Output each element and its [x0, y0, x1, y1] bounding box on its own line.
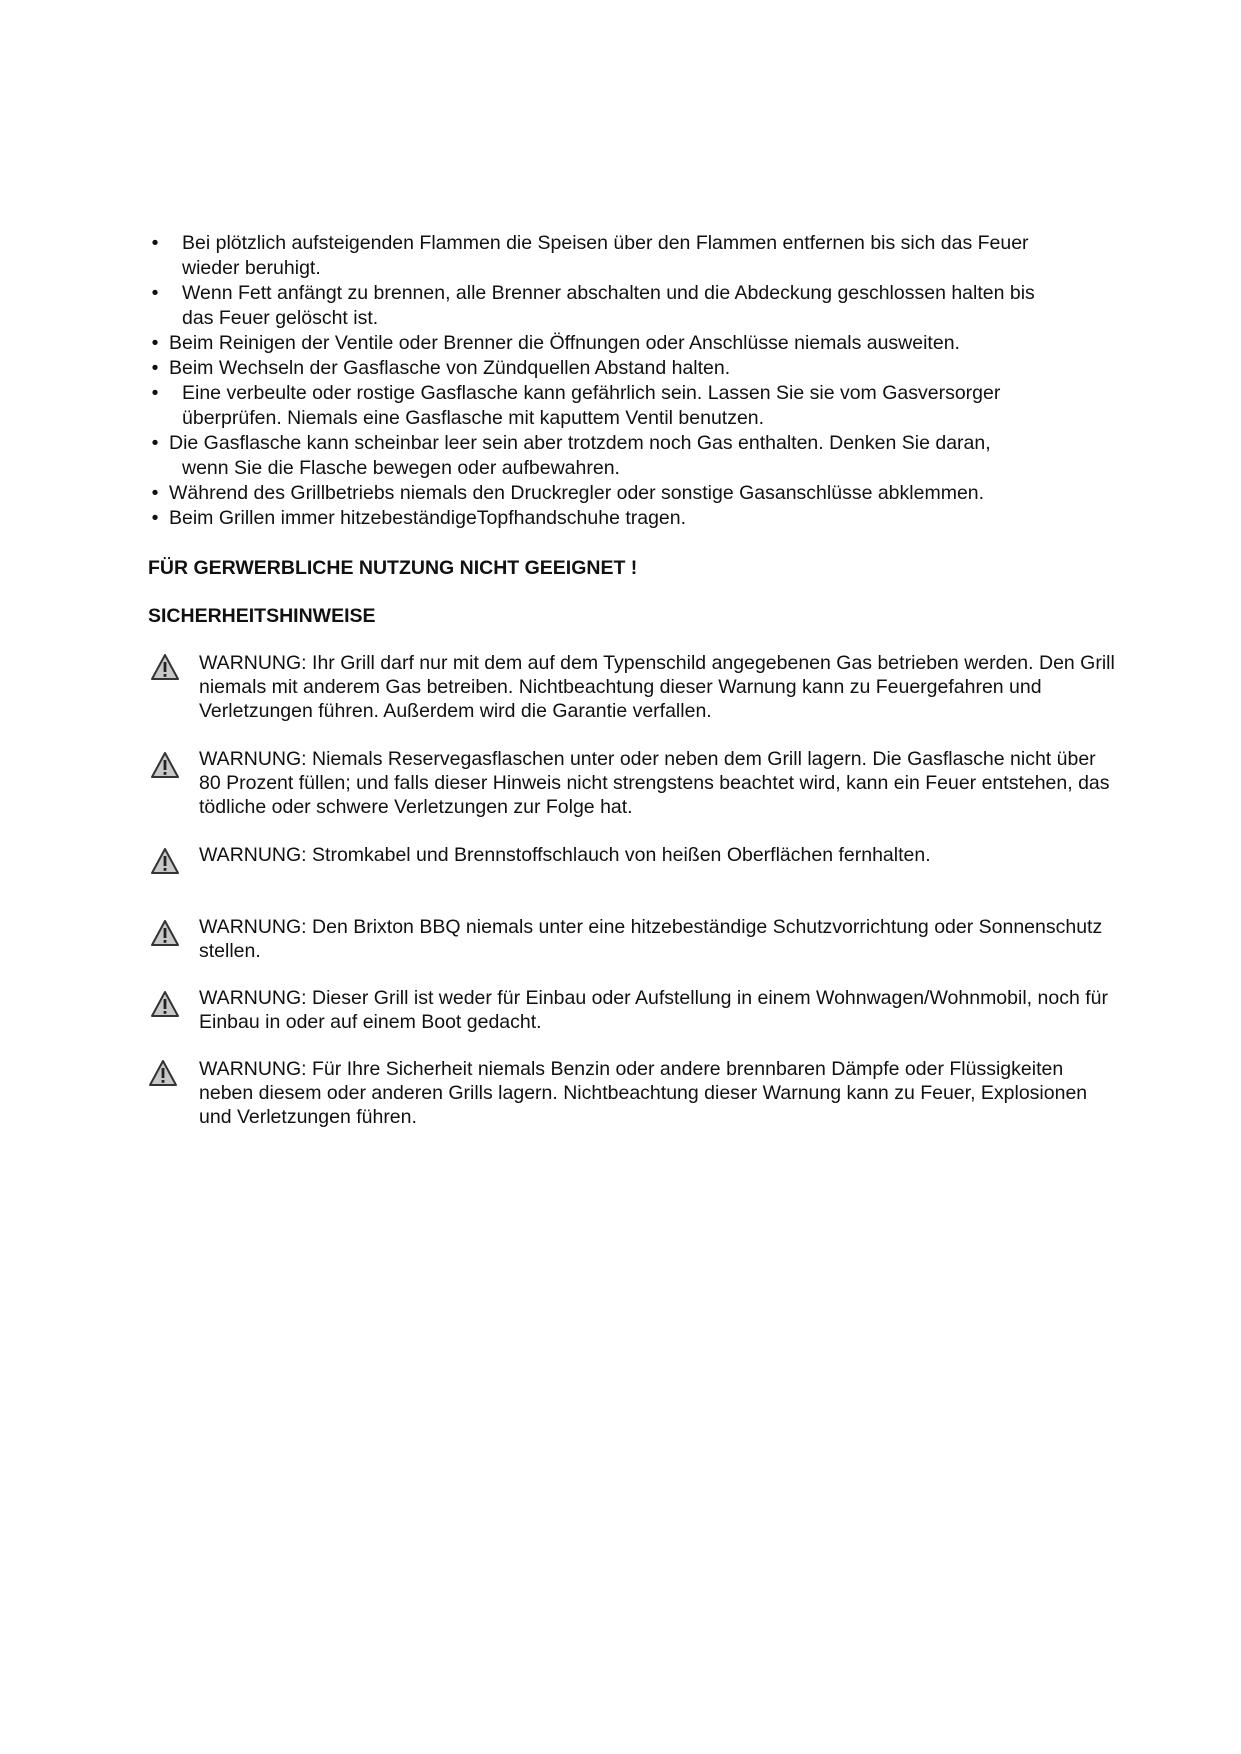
warning-triangle-icon	[150, 990, 180, 1018]
list-item-text: Beim Reinigen der Ventile oder Brenner die Öffnungen oder Anschlüsse niemals ausweiten.	[169, 332, 960, 354]
commercial-use-heading: FÜR GERWERBLICHE NUTZUNG NICHT GEEIGNET !	[148, 557, 638, 579]
warning-triangle-icon	[150, 847, 180, 875]
list-item	[148, 331, 1128, 356]
list-item	[148, 481, 1128, 506]
list-item-text: Bei plötzlich aufsteigenden Flammen die Speisen über den Flammen entfernen bis sich das Feuer wieder beruhigt.	[182, 232, 1029, 279]
list-item-text-continued: wenn Sie die Flasche bewegen oder aufbewahren.	[182, 457, 620, 479]
warning-triangle-icon	[150, 751, 180, 779]
bullet-marker: •	[151, 432, 159, 454]
bullet-marker: •	[151, 232, 159, 254]
bullet-marker: •	[151, 507, 159, 529]
list-item-text: Beim Grillen immer hitzebeständigeTopfhandschuhe tragen.	[169, 507, 687, 529]
list-item	[148, 356, 1128, 381]
list-item	[148, 381, 1128, 431]
warning-text: WARNUNG: Stromkabel und Brennstoffschlauch von heißen Oberflächen fernhalten.	[199, 844, 931, 866]
warning-triangle-icon	[150, 653, 180, 681]
list-item	[148, 431, 1128, 481]
bullet-marker: •	[151, 482, 159, 504]
list-item-text: Wenn Fett anfängt zu brennen, alle Brenner abschalten und die Abdeckung geschlossen halten bis das Feuer gelöscht ist.	[182, 282, 1035, 329]
list-item-text: Die Gasflasche kann scheinbar leer sein aber trotzdem noch Gas enthalten. Denken Sie daran,	[169, 432, 991, 454]
safety-bullet-list	[148, 231, 1128, 531]
list-item-text: Während des Grillbetriebs niemals den Druckregler oder sonstige Gasanschlüsse abklemmen.	[169, 482, 985, 504]
warning-text: WARNUNG: Dieser Grill ist weder für Einbau oder Aufstellung in einem Wohnwagen/Wohnmobil, noch für Einbau in oder auf einem Boot gedacht.	[199, 987, 1108, 1033]
safety-heading: SICHERHEITSHINWEISE	[148, 605, 376, 627]
list-item-text: Beim Wechseln der Gasflasche von Zündquellen Abstand halten.	[169, 357, 731, 379]
list-item	[148, 506, 1128, 531]
bullet-marker: •	[151, 332, 159, 354]
list-item	[148, 231, 1128, 281]
list-item-text: Eine verbeulte oder rostige Gasflasche kann gefährlich sein. Lassen Sie sie vom Gasversorger überprüfen. Niemals eine Gasflasche mit kaputtem Ventil benutzen.	[182, 382, 1001, 429]
bullet-marker: •	[151, 282, 159, 304]
warning-triangle-icon	[150, 919, 180, 947]
warning-triangle-icon	[148, 1059, 178, 1087]
warning-text: WARNUNG: Den Brixton BBQ niemals unter eine hitzebeständige Schutzvorrichtung oder Sonnenschutz stellen.	[199, 916, 1103, 962]
warning-text: WARNUNG: Niemals Reservegasflaschen unter oder neben dem Grill lagern. Die Gasflasche nicht über 80 Prozent füllen; und falls dieser Hinweis nicht strengstens beachtet wird, kann ein Feuer entstehen, das tödliche oder schwere Verletzungen zur Folge hat.	[199, 748, 1110, 818]
warning-text: WARNUNG: Ihr Grill darf nur mit dem auf dem Typenschild angegebenen Gas betrieben werden. Den Grill niemals mit anderem Gas betreiben. Nichtbeachtung dieser Warnung kann zu Feuergefahren und Verletzungen führen. Außerdem wird die Garantie verfallen.	[199, 652, 1115, 722]
list-item	[148, 281, 1128, 331]
bullet-marker: •	[151, 357, 159, 379]
warning-text: WARNUNG: Für Ihre Sicherheit niemals Benzin oder andere brennbaren Dämpfe oder Flüssigkeiten neben diesem oder anderen Grills lagern. Nichtbeachtung dieser Warnung kann zu Feuer, Explosionen und Verletzungen führen.	[199, 1058, 1088, 1128]
bullet-marker: •	[151, 382, 159, 404]
